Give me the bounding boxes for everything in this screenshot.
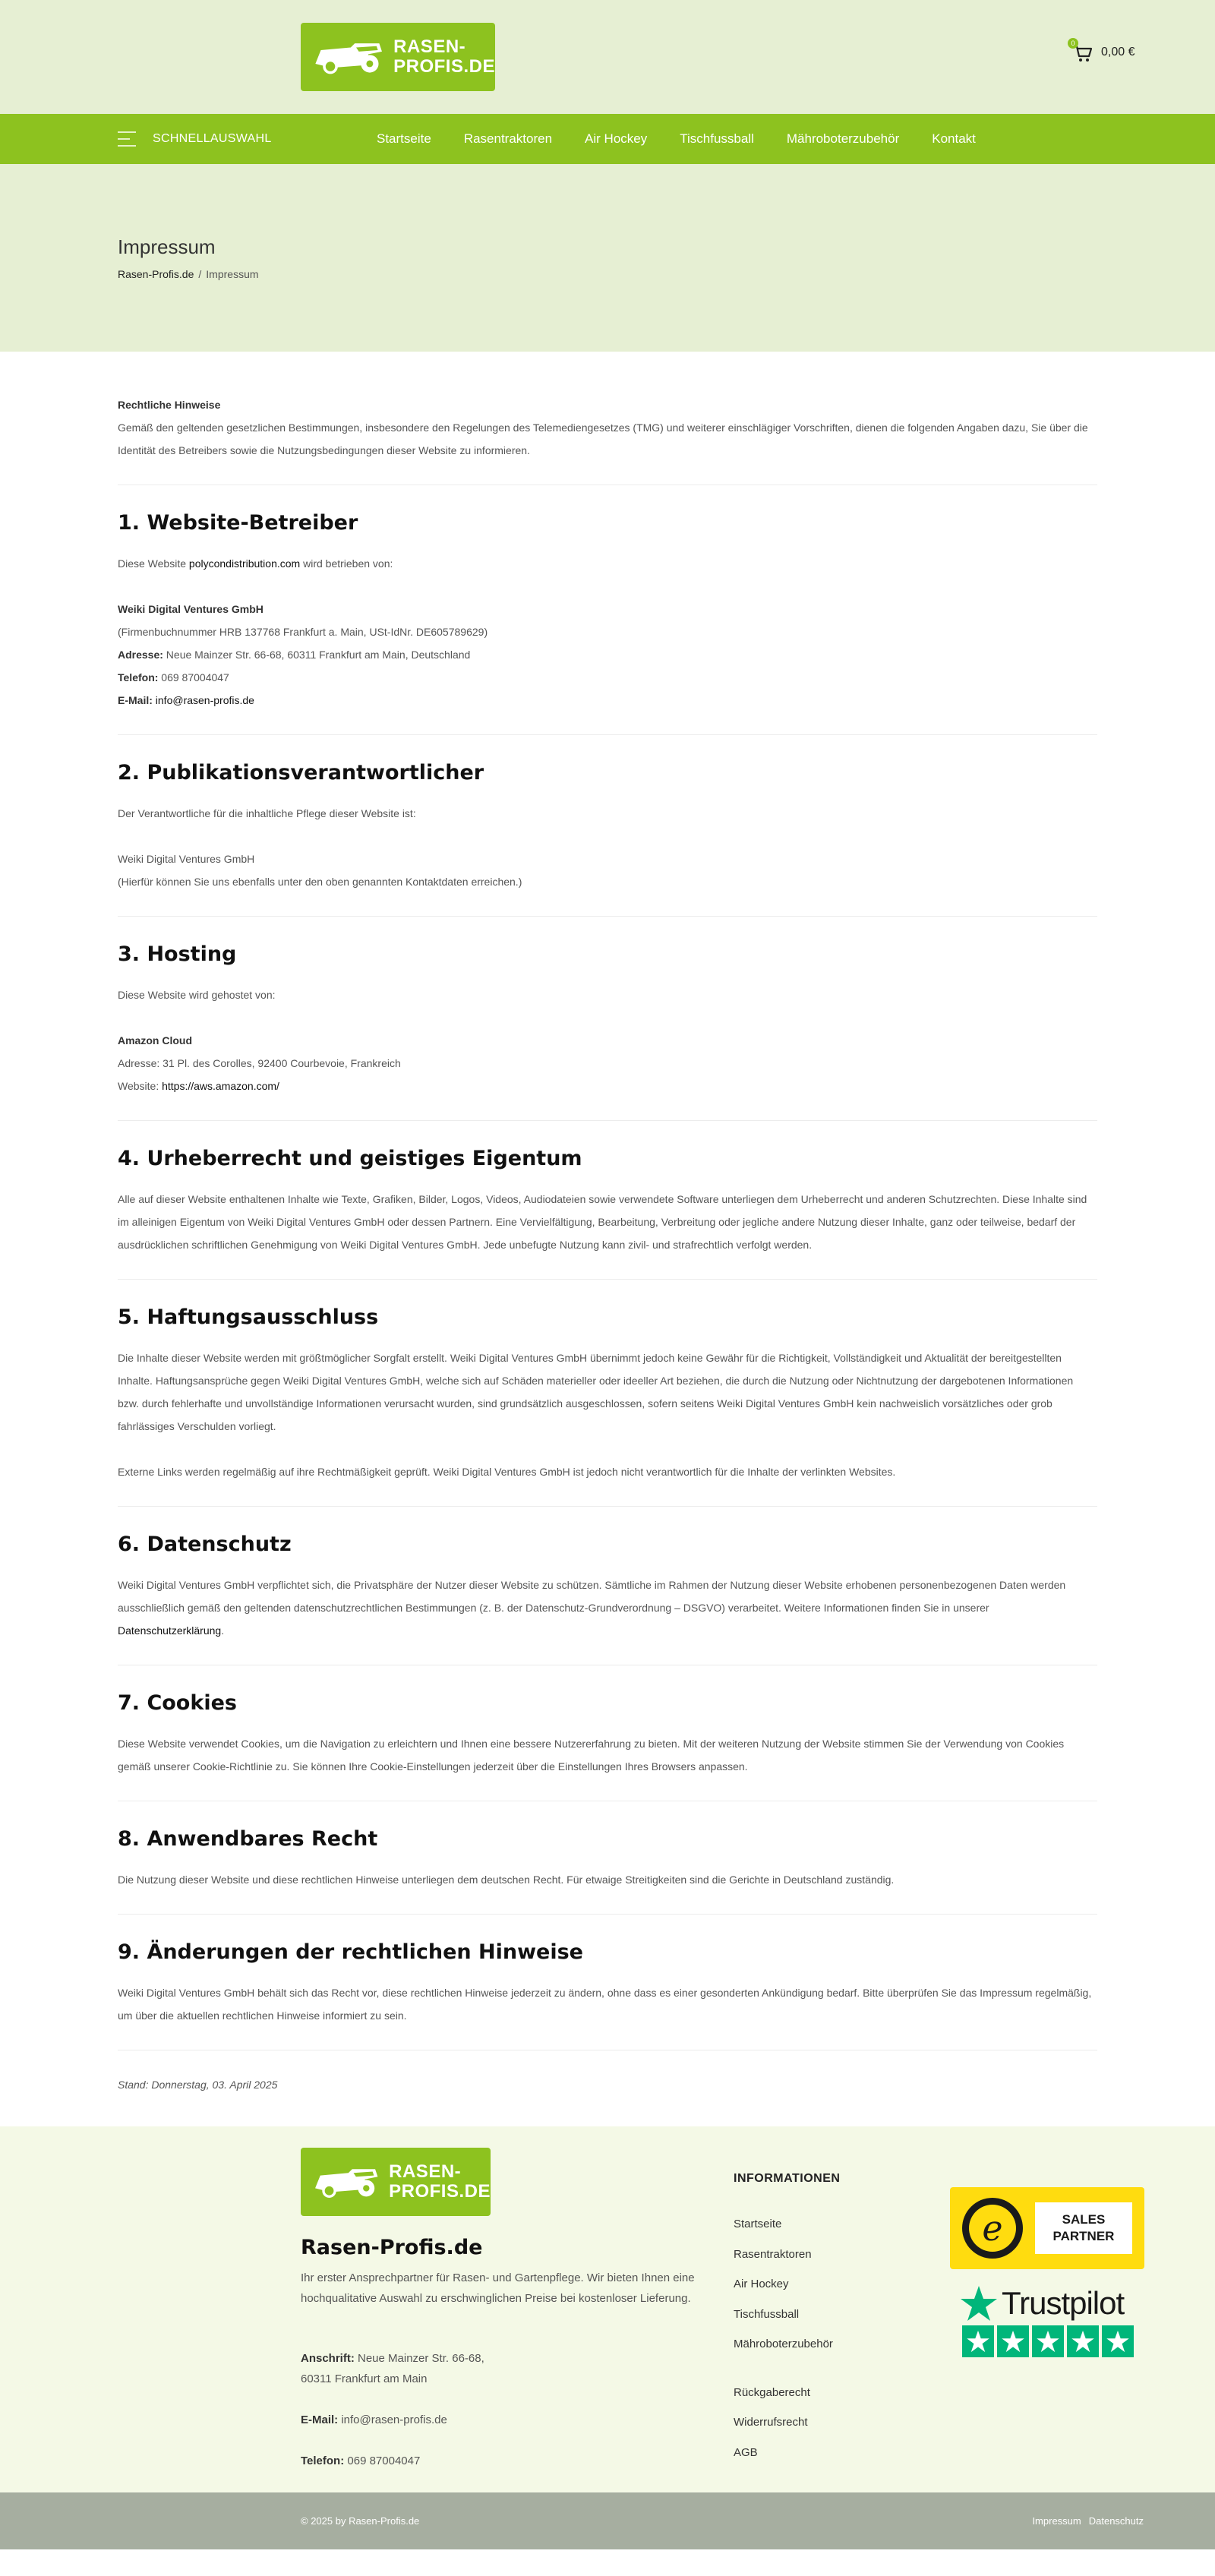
nav-links (377, 114, 976, 164)
breadcrumb-separator: / (198, 268, 202, 280)
operator-email-link[interactable]: info@rasen-profis.de (152, 694, 254, 706)
section-title: 4. Urheberrecht und geistiges Eigentum (118, 1147, 582, 1170)
law-text: Die Nutzung dieser Website und diese rechtlichen Hinweise unterliegen dem deutschen Recht. Für etwaige Streitigkeiten sind die Gerichte in Deutschland zuständig. (118, 1874, 895, 1886)
footer-link-rueckgaberecht[interactable]: Rückgaberecht (734, 2385, 810, 2399)
operator-lead: Diese Website polycondistribution.com wird betrieben von: (118, 557, 393, 570)
footer-links (734, 2218, 833, 2476)
logo-text: RASEN- PROFIS.DE (393, 36, 495, 77)
intro-text: Gemäß den geltenden gesetzlichen Bestimmungen, insbesondere den Regelungen des Telemediengesetzes (TMG) und weiterer einschlägiger Vorschriften, dienen die folgenden Angaben dazu, Sie über die Identität des Betreibers sowie die Nutzungsbedingungen dieser Website zu informieren. (118, 421, 1088, 456)
page-title: Impressum (118, 235, 216, 258)
privacy-text: Weiki Digital Ventures GmbH verpflichtet sich, die Privatsphäre der Nutzer dieser Website zu schützen. Sämtliche im Rahmen der Nutzung dieser Website erhobenen personenbezogenen Daten werden ausschließlich gemäß den geltenden datenschutzrechtlichen Bestimmungen (z. B. der Datenschutz-Grundverordnung – DSGVO) verarbeitet. Weitere Informationen finden Sie in unserer Datenschutzerklärung. (118, 1579, 1066, 1637)
lawn-mower-icon (311, 36, 387, 78)
quick-select-label: SCHNELLAUSWAHL (153, 132, 272, 145)
section-hosting (118, 939, 1097, 1097)
divider (118, 1120, 1097, 1121)
breadcrumb-home[interactable]: Rasen-Profis.de (118, 268, 194, 280)
divider (118, 916, 1097, 917)
nav-link-kontakt[interactable]: Kontakt (932, 131, 976, 146)
footer-email: E-Mail: info@rasen-profis.de (301, 2413, 447, 2426)
section-title: 3. Hosting (118, 942, 237, 966)
section-privacy (118, 1530, 1097, 1642)
star-icon (1032, 2325, 1064, 2357)
changes-text: Weiki Digital Ventures GmbH behält sich das Recht vor, diese rechtlichen Hinweise jederzeit zu ändern, ohne dass es einer gesonderten Ankündigung bedarf. Bitte überprüfen Sie das Impressum regelmäßig, um über die aktuellen rechtlichen Hinweise informiert zu sein. (118, 1987, 1092, 2022)
bottom-link-datenschutz[interactable]: Datenschutz (1088, 2515, 1144, 2527)
footer-links-spacer (734, 2368, 833, 2386)
star-icon (1067, 2325, 1099, 2357)
section-publisher (118, 758, 1097, 893)
footer-link-maehroboterzubehoer[interactable]: Mähroboterzubehör (734, 2338, 833, 2350)
external-links-text: Externe Links werden regelmäßig auf ihre Rechtmäßigkeit geprüft. Weiki Digital Ventures GmbH ist jedoch nicht verantwortlich für die Inhalte der verlinkten Websites. (118, 1466, 896, 1478)
trustpilot-rating (962, 2325, 1141, 2357)
hosting-address: Adresse: 31 Pl. des Corolles, 92400 Courbevoie, Frankreich (118, 1057, 401, 1069)
footer-info-title: INFORMATIONEN (734, 2172, 841, 2185)
section-title: 6. Datenschutz (118, 1533, 292, 1556)
main-content (0, 352, 1215, 2096)
divider (118, 1279, 1097, 1280)
quick-select-menu[interactable] (118, 114, 272, 164)
main-navigation (0, 114, 1215, 164)
sales-partner-text: SALES PARTNER (1035, 2202, 1132, 2254)
section-operator (118, 508, 1097, 712)
star-icon (1102, 2325, 1134, 2357)
breadcrumb (118, 268, 259, 280)
hosting-website-link[interactable]: https://aws.amazon.com/ (162, 1080, 279, 1092)
section-law (118, 1824, 1097, 1891)
privacy-policy-link[interactable]: Datenschutzerklärung (118, 1624, 222, 1637)
copyright-text: Alle auf dieser Website enthaltenen Inhalte wie Texte, Grafiken, Bilder, Logos, Videos, Audiodateien sowie verwendete Software unterliegen dem Urheberrecht und anderen Schutzrechten. Diese Inhalte sind im alleinigen Eigentum von Weiki Digital Ventures GmbH oder dessen Partnern. Eine Vervielfältigung, Bearbeitung, Verbreitung oder jegliche andere Nutzung dieser Inhalte, ganz oder teilweise, bedarf der ausdrücklichen schriftlichen Genehmigung von Weiki Digital Ventures GmbH. Jede unbefugte Nutzung kann zivil- und strafrechtlich verfolgt werden. (118, 1193, 1087, 1251)
breadcrumb-current: Impressum (206, 268, 259, 280)
footer-description: Ihr erster Ansprechpartner für Rasen- und Gartenpflege. Wir bieten Ihnen eine hochqualitative Auswahl zu erschwinglichen Preise bei kostenloser Lieferung. (301, 2271, 695, 2305)
footer-address: Anschrift: Neue Mainzer Str. 66-68, 60311 Frankfurt am Main (301, 2352, 484, 2385)
lawn-mower-icon (311, 2161, 383, 2202)
hosting-lead: Diese Website wird gehostet von: (118, 989, 276, 1001)
cookies-text: Diese Website verwendet Cookies, um die Navigation zu erleichtern und Ihnen eine bessere Nutzererfahrung zu bieten. Mit der weiteren Nutzung der Website stimmen Sie der Verwendung von Cookies gemäß unserer Cookie-Richtlinie zu. Sie können Ihre Cookie-Einstellungen jederzeit über die Einstellungen Ihres Browsers anpassen. (118, 1738, 1065, 1773)
liability-text: Die Inhalte dieser Website werden mit größtmöglicher Sorgfalt erstellt. Weiki Digital Ventures GmbH übernimmt jedoch keine Gewähr für die Richtigkeit, Vollständigkeit und Aktualität der bereitgestellten Inhalte. Haftungsansprüche gegen Weiki Digital Ventures GmbH, welche sich auf Schäden materieller oder ideeller Art beziehen, die durch die Nutzung oder Nichtnutzung der dargebotenen Informationen bzw. durch fehlerhafte und unvollständige Informationen verursacht wurden, sind grundsätzlich ausgeschlossen, sofern seitens Weiki Digital Ventures GmbH kein nachweislich vorsätzliches oder grob fahrlässiges Verschulden vorliegt. (118, 1352, 1074, 1432)
header (0, 0, 1215, 114)
cart-amount: 0,00 € (1101, 46, 1135, 58)
page-hero (0, 164, 1215, 352)
section-title: 7. Cookies (118, 1691, 237, 1715)
trustpilot-star-icon (959, 2284, 999, 2322)
intro-title: Rechtliche Hinweise (118, 399, 221, 411)
nav-link-tischfussball[interactable]: Tischfussball (680, 131, 754, 146)
hosting-website: Website: https://aws.amazon.com/ (118, 1080, 279, 1092)
section-title: 5. Haftungsausschluss (118, 1305, 379, 1329)
logo-text: RASEN- PROFIS.DE (389, 2161, 491, 2202)
nav-link-startseite[interactable]: Startseite (377, 131, 431, 146)
menu-icon (118, 131, 136, 147)
footer-email-link[interactable]: info@rasen-profis.de (338, 2413, 447, 2426)
divider (118, 1914, 1097, 1915)
divider (118, 734, 1097, 735)
star-icon (962, 2325, 994, 2357)
footer-link-air-hockey[interactable]: Air Hockey (734, 2278, 789, 2290)
section-title: 2. Publikationsverantwortlicher (118, 761, 484, 784)
section-title: 9. Änderungen der rechtlichen Hinweise (118, 1940, 583, 1964)
publisher-note: (Hierfür können Sie uns ebenfalls unter den oben genannten Kontaktdaten erreichen.) (118, 876, 522, 888)
last-updated: Stand: Donnerstag, 03. April 2025 (118, 2079, 278, 2091)
bottom-links (1032, 2515, 1144, 2527)
operator-address: Adresse: Neue Mainzer Str. 66-68, 60311 Frankfurt am Main, Deutschland (118, 649, 471, 661)
trustpilot-wordmark: Trustpilot (1002, 2285, 1125, 2321)
operator-phone: Telefon: 069 87004047 (118, 671, 229, 683)
section-changes (118, 1937, 1097, 2027)
publisher-name: Weiki Digital Ventures GmbH (118, 853, 255, 865)
copyright: © 2025 by Rasen-Profis.de (301, 2515, 420, 2527)
nav-link-rasentraktoren[interactable]: Rasentraktoren (463, 131, 553, 146)
nav-link-maehroboterzubehoer[interactable]: Mähroboterzubehör (786, 131, 900, 146)
star-icon (997, 2325, 1029, 2357)
footer-link-agb[interactable]: AGB (734, 2445, 758, 2459)
divider (118, 1506, 1097, 1507)
footer-link-startseite[interactable]: Startseite (734, 2218, 782, 2230)
sales-partner-logo-icon: e (962, 2198, 1023, 2259)
operator-email: E-Mail: info@rasen-profis.de (118, 694, 254, 706)
hosting-provider: Amazon Cloud (118, 1034, 192, 1046)
footer-brand: Rasen-Profis.de (301, 2236, 483, 2259)
section-title: 8. Anwendbares Recht (118, 1827, 378, 1851)
section-liability (118, 1302, 1097, 1483)
bottom-link-impressum[interactable]: Impressum (1032, 2515, 1081, 2527)
operator-domain-link[interactable]: polycondistribution.com (188, 557, 301, 570)
bottom-bar (0, 2492, 1215, 2549)
trustpilot-badge[interactable] (959, 2284, 1141, 2357)
nav-link-air-hockey[interactable]: Air Hockey (585, 131, 648, 146)
cart-count-badge: 0 (1068, 38, 1078, 49)
publisher-lead: Der Verantwortliche für die inhaltliche Pflege dieser Website ist: (118, 807, 416, 819)
section-copyright (118, 1144, 1097, 1256)
footer-link-rasentraktoren[interactable]: Rasentraktoren (734, 2247, 812, 2261)
section-cookies (118, 1688, 1097, 1778)
sales-partner-badge[interactable] (950, 2187, 1144, 2269)
operator-company: Weiki Digital Ventures GmbH (118, 603, 264, 615)
site-logo[interactable] (301, 23, 495, 91)
footer (0, 2126, 1215, 2492)
footer-link-tischfussball[interactable]: Tischfussball (734, 2307, 800, 2321)
footer-logo[interactable] (301, 2148, 491, 2216)
section-title: 1. Website-Betreiber (118, 511, 358, 535)
cart-icon (1071, 41, 1094, 64)
footer-phone: Telefon: 069 87004047 (301, 2454, 421, 2467)
cart-button[interactable] (1071, 41, 1135, 64)
footer-link-widerrufsrecht[interactable]: Widerrufsrecht (734, 2416, 808, 2429)
operator-register: (Firmenbuchnummer HRB 137768 Frankfurt a. Main, USt-IdNr. DE605789629) (118, 626, 488, 638)
